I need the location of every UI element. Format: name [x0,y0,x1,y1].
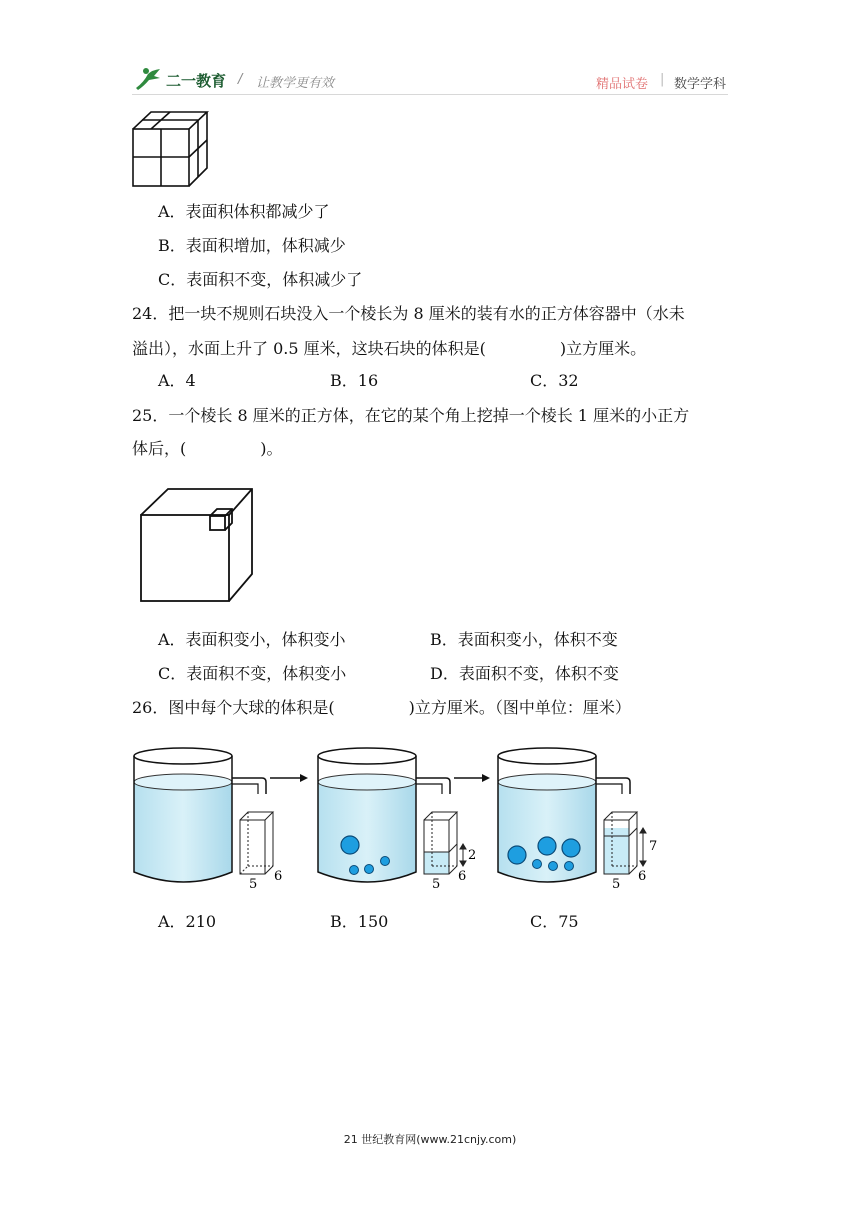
brand-name: 二一教育 [166,72,227,90]
q26-beakers-figure [128,742,668,892]
arrow-right-icon [270,774,308,782]
q26-option-b: B．150 [330,912,389,931]
dim-depth-1: 6 [274,869,283,884]
runner-logo-icon [134,66,164,92]
q23-cube-figure [130,110,212,190]
subject-label: 数学学科 [674,77,727,92]
header-divider: / [238,72,243,87]
q24-option-a: A．4 [158,371,196,390]
header-rule [132,94,728,95]
q24-option-c: C．32 [530,371,579,390]
footer-text: 21 世纪教育网(www.21cnjy.com) [343,1133,517,1146]
container-2 [424,812,466,874]
dim-rise-2: 2 [468,848,477,863]
q26-option-c: C．75 [530,912,579,931]
q25-option-c: C．表面积不变，体积变小 [158,664,347,683]
q24-stem-after-blank: )立方厘米。 [559,339,647,358]
dim-depth-3: 6 [638,869,647,884]
dim-width-2: 5 [432,877,441,892]
q23-option-b: B．表面积增加，体积减少 [158,236,346,255]
q24-stem-line1: 24．把一块不规则石块没入一个棱长为 8 厘米的装有水的正方体容器中（水未 [132,304,685,323]
arrow-right-icon [454,774,490,782]
beaker-1 [134,748,266,882]
dim-rise-3: 7 [649,839,658,854]
dim-width-3: 5 [612,877,621,892]
q25-notched-cube-figure [138,486,256,606]
q26-option-a: A．210 [158,912,217,931]
q25-option-b: B．表面积变小，体积不变 [430,630,618,649]
q26-stem [132,697,631,719]
q25-stem-after-blank: )。 [260,439,283,458]
q25-option-a: A．表面积变小，体积变小 [158,630,346,649]
right-divider: | [660,72,665,87]
q24-stem-before-blank: 溢出），水面上升了 0.5 厘米，这块石块的体积是( [132,339,486,358]
big-ball [341,836,359,854]
right-tag: 精品试卷 [596,77,649,92]
q25-stem-line2 [132,438,283,460]
q23-option-c: C．表面积不变，体积减少了 [158,270,363,289]
dim-depth-2: 6 [458,869,467,884]
q24-option-b: B．16 [330,371,379,390]
q24-stem-line2 [132,338,646,360]
brand-slogan: 让教学更有效 [256,76,335,91]
q26-stem-after-blank: )立方厘米。（图中单位：厘米） [408,698,631,717]
q23-option-a: A．表面积体积都减少了 [158,202,330,221]
container-3 [604,812,646,874]
dim-width-1: 5 [249,877,258,892]
q25-stem-before-blank: 体后，( [132,439,187,458]
q25-stem-line1: 25．一个棱长 8 厘米的正方体，在它的某个角上挖掉一个棱长 1 厘米的小正方 [132,406,690,425]
q26-stem-before-blank: 26．图中每个大球的体积是( [132,698,335,717]
q25-option-d: D．表面积不变，体积不变 [430,664,619,683]
container-1 [240,812,273,874]
